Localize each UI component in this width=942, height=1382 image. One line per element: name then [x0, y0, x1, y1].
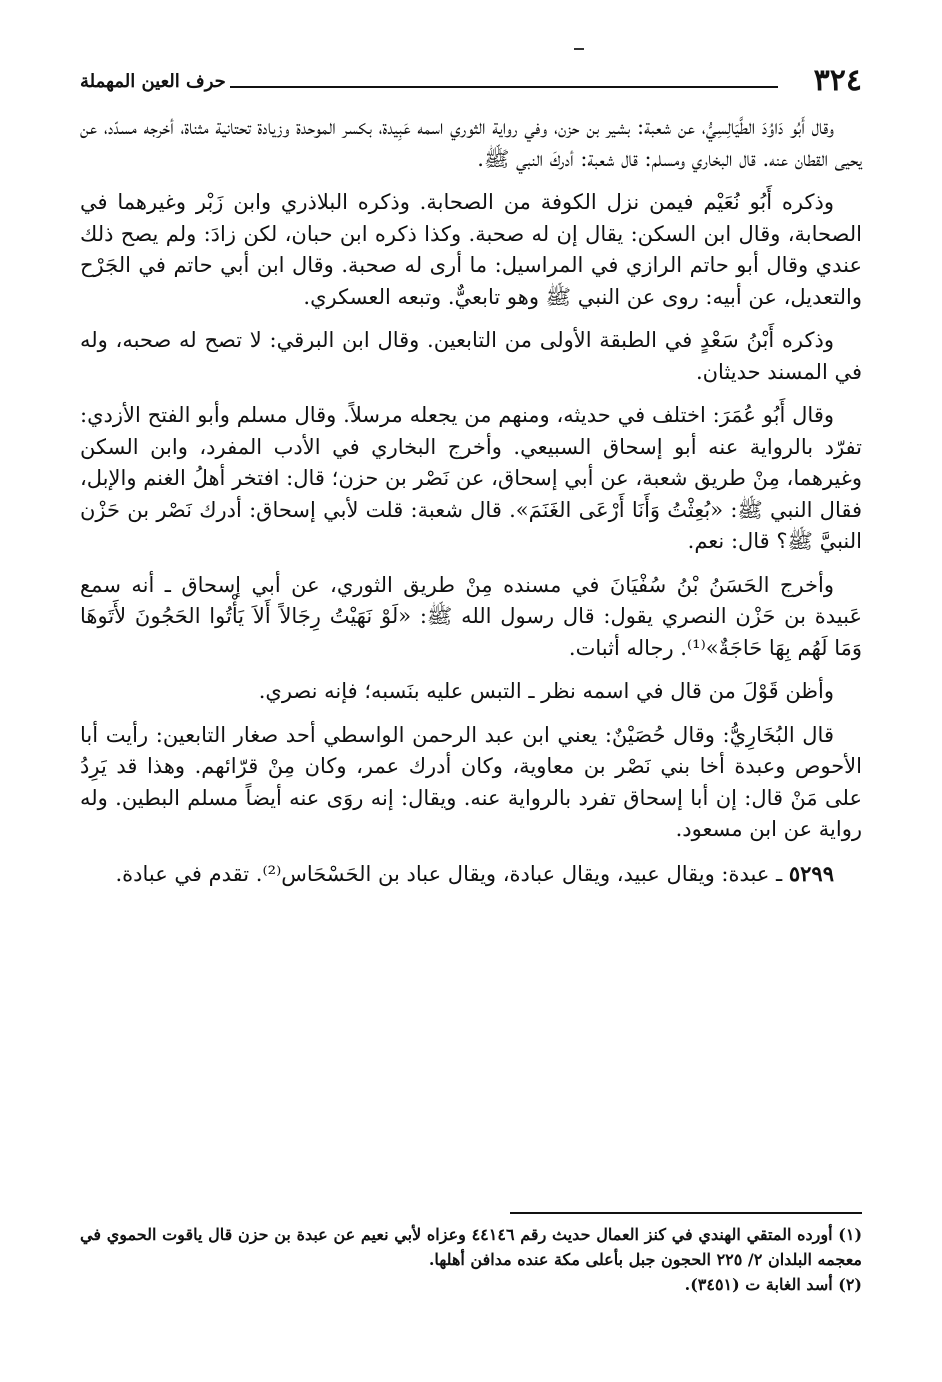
paragraph: قال البُخَارِيُّ: وقال حُصَيْنٌ: يعني ابن عبد الرحمن الواسطي أحد صغار التابعين: رأيت أبا الأحوص وعبدة أخا بني نَصْر بن معاوية، وكان أدرك عمر، وكان مِنْ قرّائهم. وهذا قد يَرِدُ على مَنْ قال: إن أبا إسحاق تفرد بالرواية عنه. ويقال: إنه روَى عنه أيضاً مسلم البطين. وله رواية عن ابن مسعود.	[80, 722, 862, 841]
top-mark	[574, 48, 584, 50]
running-title: حرف العين المهملة	[80, 71, 226, 92]
entry-number: ٥٢٩٩	[788, 860, 834, 886]
footnote: (٢) أسد الغابة ت (٣٤٥١).	[684, 1275, 862, 1294]
paragraph: وأظن قَوْلَ من قال في اسمه نظر ـ التبس عليه بنَسبه؛ فإنه نصري.	[258, 679, 834, 703]
entry-text: ـ عبدة: ويقال عبيد، ويقال عبادة، ويقال عباد بن الحَسْحَاس⁽²⁾. تقدم في عبادة.	[115, 861, 783, 886]
entry-paragraph	[80, 858, 862, 891]
main-text	[80, 112, 862, 902]
paragraph: وذكره أَبْنُ سَعْدٍ في الطبقة الأولى من التابعين. وقال ابن البرقي: لا تصح له صحبه، وله في المسند حديثان.	[80, 328, 862, 384]
header-rule	[230, 86, 778, 88]
page-header	[80, 64, 862, 98]
footnotes	[80, 1222, 862, 1297]
paragraph: وأخرج الحَسَنُ بْنُ سُفْيَانَ في مسنده مِنْ طريق الثوري، عن أبي إسحاق ـ أنه سمع عَبيدة بن حَزْن النصري يقول: قال رسول الله ﷺ: «لَوْ نَهَيْتُ رِجَالاً أَلاَ يَأْتُوا الحَجُونَ لأَتَوهَا وَمَا لَهُم بِهَا حَاجَةٌ»⁽¹⁾. رجاله أثبات.	[80, 572, 862, 660]
paragraph: وذكره أَبُو نُعَيْم فيمن نزل الكوفة من الصحابة. وذكره البلاذري وابن زَبْر وغيرهما في الصحابة، وقال ابن السكن: يقال إن له صحبة. وكذا ذكره ابن حبان، لكن زادَ: ولم يصح ذلك عندي وقال أبو حاتم الرازي في المراسيل: ما أرى له صحبة. وقال ابن أبي حاتم في الجَرْح والتعديل، عن أبيه: روى عن النبي ﷺ وهو تابعيٌّ. وتبعه العسكري.	[80, 190, 862, 309]
footnote: (١) أورده المتقي الهندي في كنز العمال حديث رقم ٤٤١٤٦ وعزاه لأبي نعيم عن عبدة بن حزن قال ياقوت الحموي في معجمه البلدان ٢/ ٢٢٥ الحجون جبل بأعلى مكة عنده مدافن أهلها.	[80, 1225, 863, 1269]
paragraph: وقال أَبُو عُمَرَ: اختلف في حديثه، ومنهم من يجعله مرسلاً. وقال مسلم وأبو الفتح الأزدي: تفرّد بالرواية عنه أبو إسحاق السبيعي. وأخرج البخاري في الأدب المفرد، وابن السكن وغيرهما، مِنْ طريق شعبة، عن أبي إسحاق، عن نَصْر بن حزن؛ قال: افتخر أهلُ الغنم والإبل، فقال النبي ﷺ: «بُعِثْتُ وَأَنَا أَرْعَى الغَنَمَ». قال شعبة: قلت لأبي إسحاق: أدرك نَصْر بن حَزْن النبيَّ ﷺ؟ قال: نعم.	[80, 403, 863, 553]
page-number: ٣٢٤	[813, 63, 862, 98]
paragraph: وقال أَبُو دَاوُدَ الطَّيَالِسِيُّ، عن شعبة: بشير بن حزن، وفي رواية الثوري اسمه عَبِيدة، بكسر الموحدة وزيادة تحتانية مثناة، أخرجه مسدّد، عن يحيى القطان عنه. قال البخاري ومسلم: قال شعبة: أدركَ النبي ﷺ.	[80, 115, 862, 171]
footnote-rule	[510, 1212, 862, 1214]
